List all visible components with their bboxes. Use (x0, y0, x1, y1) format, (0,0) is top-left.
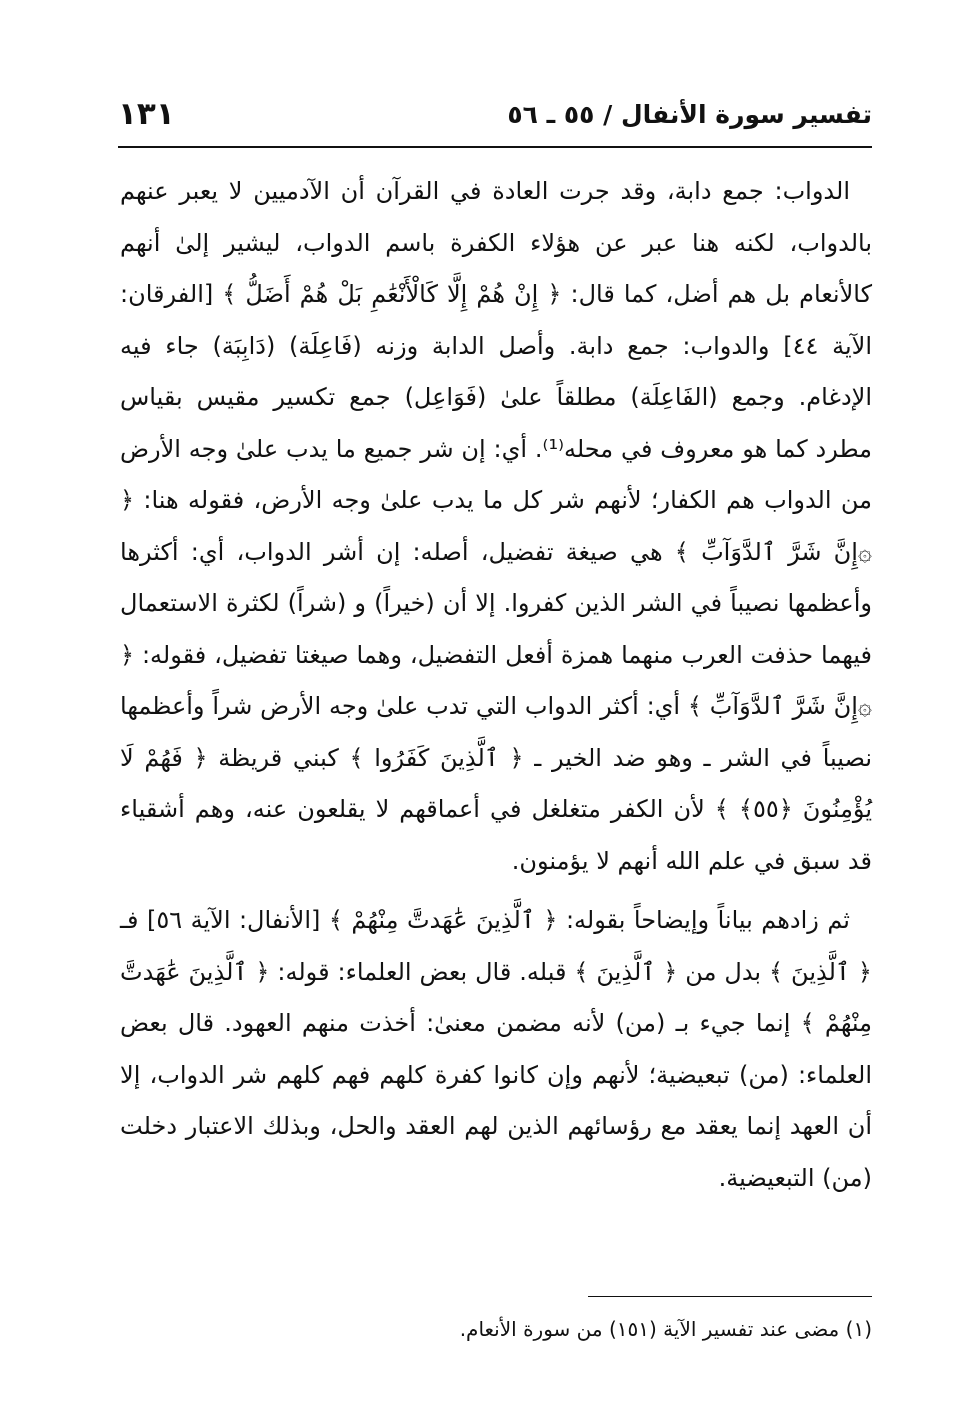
footnote-divider (588, 1296, 872, 1297)
paragraph: ثم زادهم بياناً وإيضاحاً بقوله: ﴿ ٱلَّذِينَ عَٰهَدتَّ مِنْهُمْ ﴾ [الأنفال: الآية ٥٦] فـ ﴿ ٱلَّذِينَ ﴾ بدل من ﴿ ٱلَّذِينَ ﴾ قبله. قال بعض العلماء: قوله: ﴿ ٱلَّذِينَ عَٰهَدتَّ مِنْهُمْ ﴾ إنما جيء بـ (من) لأنه مضمن معنىٰ: أخذت منهم العهود. قال بعض العلماء: (من) تبعيضية؛ لأنهم وإن كانوا كفرة كلهم فهم كلهم شر الدواب، إلا أن العهد إنما يعقد مع رؤسائهم الذين لهم العقد والحل، وبذلك الاعتبار دخلت (من) التبعيضية. (120, 906, 872, 1192)
footnote: (١) مضى عند تفسير الآية (١٥١) من سورة الأنعام. (459, 1317, 872, 1341)
page-header (118, 94, 872, 140)
running-title: تفسير سورة الأنفال / ٥٥ ـ ٥٦ (507, 100, 872, 129)
paragraph: الدواب: جمع دابة، وقد جرت العادة في القرآن أن الآدميين لا يعبر عنهم بالدواب، لكنه هنا عبر عن هؤلاء الكفرة باسم الدواب، ليشير إلىٰ أنهم كالأنعام بل هم أضل، كما قال: ﴿ إِنْ هُمْ إِلَّا كَالْأَنْعَٰمِ بَلْ هُمْ أَضَلُّ ﴾ [الفرقان: الآية ٤٤] والدواب: جمع دابة. وأصل الدابة وزنه (فَاعِلَة) (دَابِبَة) جاء فيه الإدغام. وجمع (الفَاعِلَة) مطلقاً علىٰ (فَوَاعِل) جمع تكسير مقيس بقياس مطرد كما هو معروف في محله⁽¹⁾. أي: إن شر جميع ما يدب علىٰ وجه الأرض من الدواب هم الكفار؛ لأنهم شر كل ما يدب علىٰ وجه الأرض، فقوله هنا: ﴿ ۞إِنَّ شَرَّ ٱلدَّوَآبِّ ﴾ هي صيغة تفضيل، أصله: إن أشر الدواب، أي: أكثرها وأعظمها نصيباً في الشر الذين كفروا. إلا أن (خيراً) و (شراً) لكثرة الاستعمال فيهما حذفت العرب منهما همزة أفعل التفضيل، وهما صيغتا تفضيل، فقوله: ﴿ ۞إِنَّ شَرَّ ٱلدَّوَآبِّ ﴾ أي: أكثر الدواب التي تدب علىٰ وجه الأرض شراً وأعظمها نصيباً في الشر ـ وهو ضد الخير ـ ﴿ ٱلَّذِينَ كَفَرُوا ﴾ كبني قريظة ﴿ فَهُمْ لَا يُؤْمِنُونَ ﴿٥٥﴾ ﴾ لأن الكفر متغلغل في أعماقهم لا يقلعون عنه، وهم أشقياء قد سبق في علم الله أنهم لا يؤمنون. (120, 177, 873, 875)
header-divider (118, 146, 872, 148)
page-number: ١٣١ (118, 96, 175, 132)
main-text (120, 166, 872, 1204)
